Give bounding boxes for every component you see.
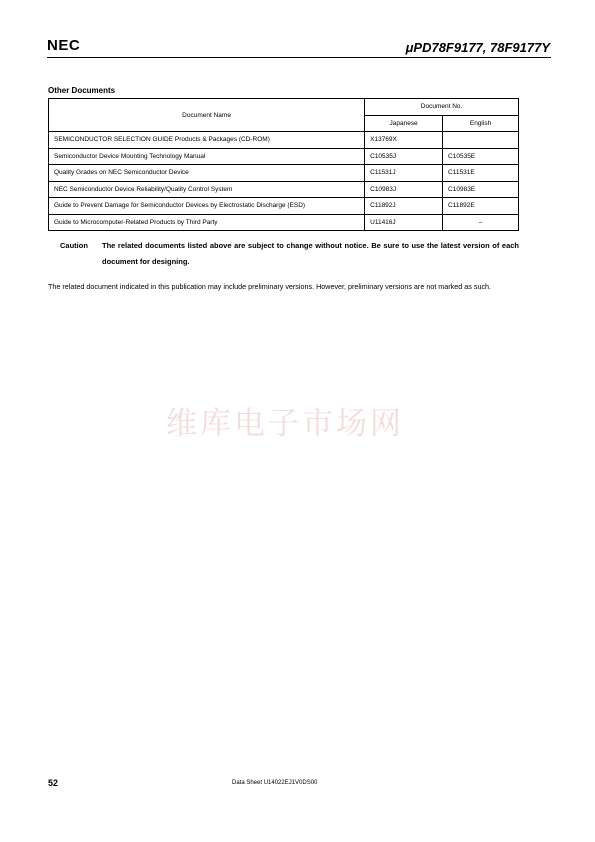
doc-en-cell: C10983E xyxy=(443,181,519,198)
doc-name-cell: Semiconductor Device Mounting Technology Manual xyxy=(49,148,365,165)
caution-block xyxy=(60,238,519,266)
doc-en-cell xyxy=(443,132,519,149)
doc-name-cell: SEMICONDUCTOR SELECTION GUIDE Products & Packages (CD-ROM) xyxy=(49,132,365,149)
doc-en-cell: C11531E xyxy=(443,165,519,182)
header-english: English xyxy=(443,115,519,132)
nec-logo: NEC xyxy=(47,37,81,54)
table-row xyxy=(49,214,519,231)
doc-jp-cell: C11892J xyxy=(365,198,443,215)
doc-jp-cell: C10983J xyxy=(365,181,443,198)
part-number-title: μPD78F9177, 78F9177Y xyxy=(405,40,550,55)
watermark: 维库电子市场网 xyxy=(166,406,404,442)
table-row xyxy=(49,181,519,198)
preliminary-note: The related document indicated in this publication may include preliminary versions. However, preliminary versions are not marked as such. xyxy=(48,282,492,291)
header-document-name: Document Name xyxy=(49,99,365,132)
doc-jp-cell: C10535J xyxy=(365,148,443,165)
document-id: Data Sheet U14022EJ1V0DS00 xyxy=(232,780,318,786)
doc-jp-cell: U11416J xyxy=(365,214,443,231)
section-title: Other Documents xyxy=(48,86,116,95)
header-document-number: Document No. xyxy=(365,99,519,116)
table-row xyxy=(49,132,519,149)
doc-name-cell: Guide to Prevent Damage for Semiconductor Devices by Electrostatic Discharge (ESD) xyxy=(49,198,365,215)
doc-name-cell: Guide to Microcomputer-Related Products by Third Party xyxy=(49,214,365,231)
table-row xyxy=(49,148,519,165)
table-header-row xyxy=(49,99,519,116)
caution-text: The related documents listed above are subject to change without notice. Be sure to use the latest version of each document for designing. xyxy=(102,241,519,266)
doc-name-cell: NEC Semiconductor Device Reliability/Quality Control System xyxy=(49,181,365,198)
doc-en-cell: C11892E xyxy=(443,198,519,215)
table-row xyxy=(49,165,519,182)
documents-table xyxy=(48,98,519,231)
doc-jp-cell: C11531J xyxy=(365,165,443,182)
doc-name-cell: Quality Grades on NEC Semiconductor Device xyxy=(49,165,365,182)
doc-jp-cell: X13769X xyxy=(365,132,443,149)
header-japanese: Japanese xyxy=(365,115,443,132)
header-divider xyxy=(47,57,551,58)
table-row xyxy=(49,198,519,215)
caution-label: Caution xyxy=(60,241,88,250)
doc-en-cell: C10535E xyxy=(443,148,519,165)
page-number: 52 xyxy=(48,778,59,788)
doc-en-cell: – xyxy=(443,214,519,231)
